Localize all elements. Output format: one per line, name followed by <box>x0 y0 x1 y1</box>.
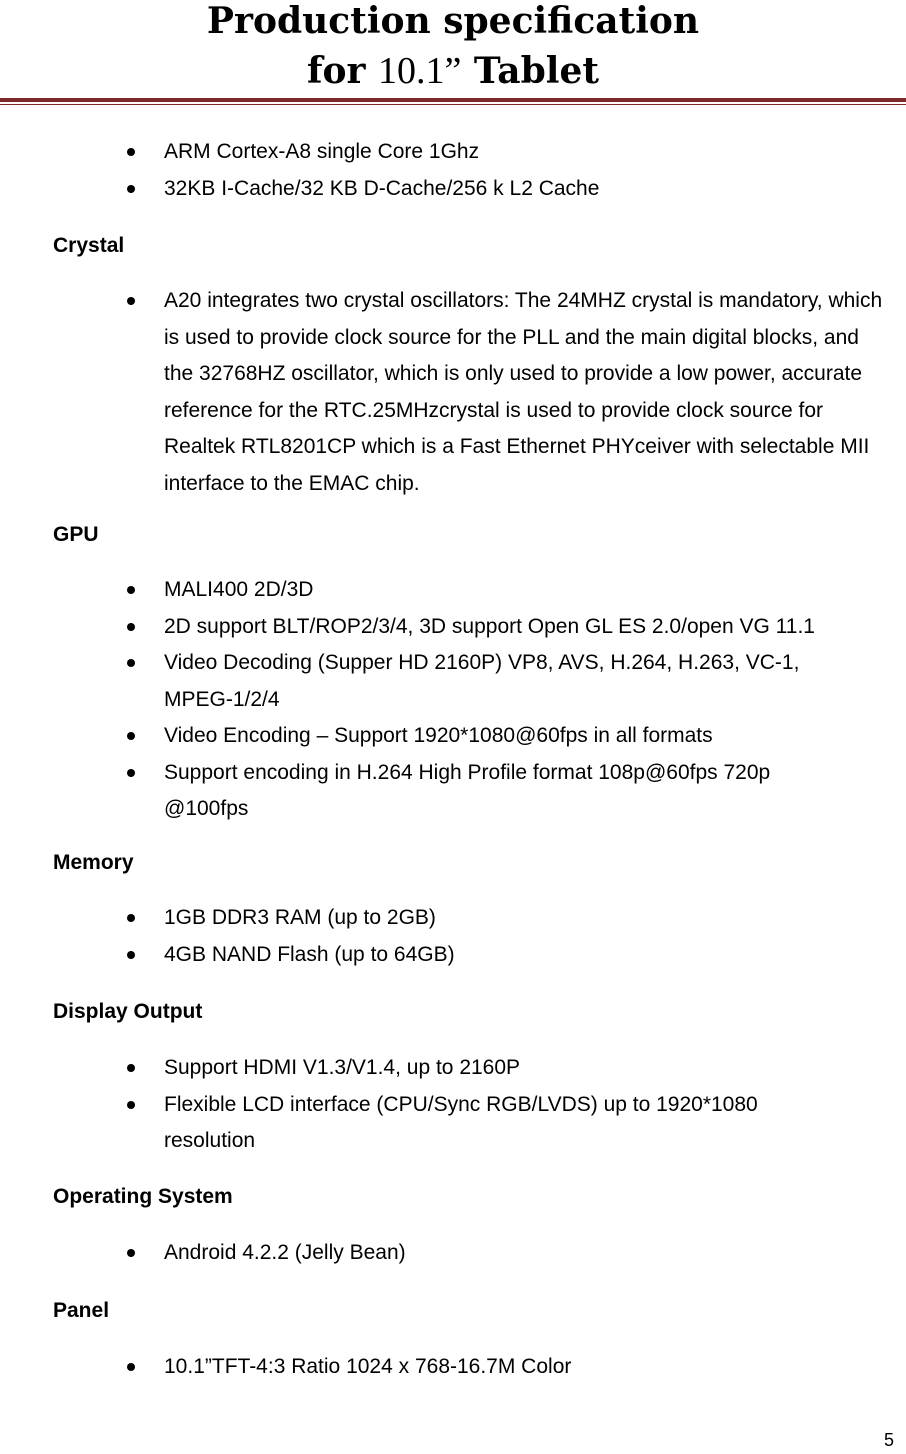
title-size: 10.1” <box>378 50 462 92</box>
list-item-text: 4GB NAND Flash (up to 64GB) <box>164 942 455 966</box>
os-list <box>0 1235 906 1272</box>
section-heading-display-output: Display Output <box>53 1000 203 1023</box>
list-item <box>0 900 906 937</box>
bullet-icon <box>127 1101 135 1109</box>
list-item <box>0 1050 906 1087</box>
memory-list <box>0 900 906 973</box>
list-item-text: Support HDMI V1.3/V1.4, up to 2160P <box>164 1056 521 1079</box>
list-item-text: Support encoding in H.264 High Profile format 108p@60fps 720p @100fps <box>164 760 771 820</box>
bullet-icon <box>127 659 135 667</box>
bullet-icon <box>127 623 135 631</box>
bullet-icon <box>127 732 135 740</box>
page-number: 5 <box>883 1430 894 1450</box>
list-item-text: 2D support BLT/ROP2/3/4, 3D support Open GL ES 2.0/open VG 11.1 <box>164 614 815 638</box>
list-item <box>0 572 906 609</box>
title-prefix: for <box>307 50 379 92</box>
bullet-icon <box>127 586 135 594</box>
list-item-text: Flexible LCD interface (CPU/Sync RGB/LVDS) up to 1920*1080 resolution <box>164 1092 758 1152</box>
list-item <box>0 171 906 208</box>
list-item-text: 32KB I-Cache/32 KB D-Cache/256 k L2 Cache <box>164 176 600 200</box>
bullet-icon <box>127 1249 135 1257</box>
list-item <box>0 609 906 646</box>
document-title-line-1: Production specification <box>206 0 700 42</box>
bullet-icon <box>127 185 135 193</box>
list-item <box>0 1349 906 1386</box>
bullet-icon <box>127 951 135 959</box>
title-suffix: Tablet <box>461 50 599 92</box>
list-item-text: MALI400 2D/3D <box>164 578 314 601</box>
section-heading-panel: Panel <box>53 1299 110 1322</box>
bullet-icon <box>127 769 135 777</box>
header-rule-thick <box>0 98 906 102</box>
section-heading-gpu: GPU <box>53 523 99 546</box>
section-heading-memory: Memory <box>53 851 134 874</box>
list-item-text: Video Encoding – Support 1920*1080@60fps in all formats <box>164 724 713 747</box>
section-heading-crystal: Crystal <box>53 234 125 257</box>
display-list <box>0 1050 906 1160</box>
list-item-text: ARM Cortex-A8 single Core 1Ghz <box>164 140 480 163</box>
list-item-text: 10.1”TFT-4:3 Ratio 1024 x 768-16.7M Color <box>164 1355 572 1378</box>
list-item <box>0 1087 906 1160</box>
header-rule-thin <box>0 104 906 105</box>
bullet-icon <box>127 297 135 305</box>
panel-list <box>0 1349 906 1386</box>
list-item-text: 1GB DDR3 RAM (up to 2GB) <box>164 906 436 929</box>
crystal-list <box>0 283 906 502</box>
list-item <box>0 1235 906 1272</box>
list-item-text: Video Decoding (Supper HD 2160P) VP8, AVS, H.264, H.263, VC-1, MPEG-1/2/4 <box>164 651 800 711</box>
gpu-list <box>0 572 906 828</box>
cpu-list <box>0 134 906 207</box>
bullet-icon <box>127 1363 135 1371</box>
list-item-text: Android 4.2.2 (Jelly Bean) <box>164 1241 406 1264</box>
list-item-text: A20 integrates two crystal oscillators: The 24MHZ crystal is mandatory, which is used to provide clock source for the PLL and the main digital blocks, and the 32768HZ oscillator, which is only used to provide a low power, accurate reference for the RTC.25MHzcrystal is used to provide clock source for Realtek RTL8201CP which is a Fast Ethernet PHYceiver with selectable MII interface to the EMAC chip. <box>164 289 883 495</box>
bullet-icon <box>127 1064 135 1072</box>
list-item <box>0 283 906 502</box>
list-item <box>0 134 906 171</box>
list-item <box>0 755 906 828</box>
list-item <box>0 718 906 755</box>
bullet-icon <box>127 148 135 156</box>
bullet-icon <box>127 914 135 922</box>
list-item <box>0 937 906 974</box>
list-item <box>0 645 906 718</box>
section-heading-operating-system: Operating System <box>53 1185 233 1208</box>
document-title-line-2 <box>0 50 906 92</box>
